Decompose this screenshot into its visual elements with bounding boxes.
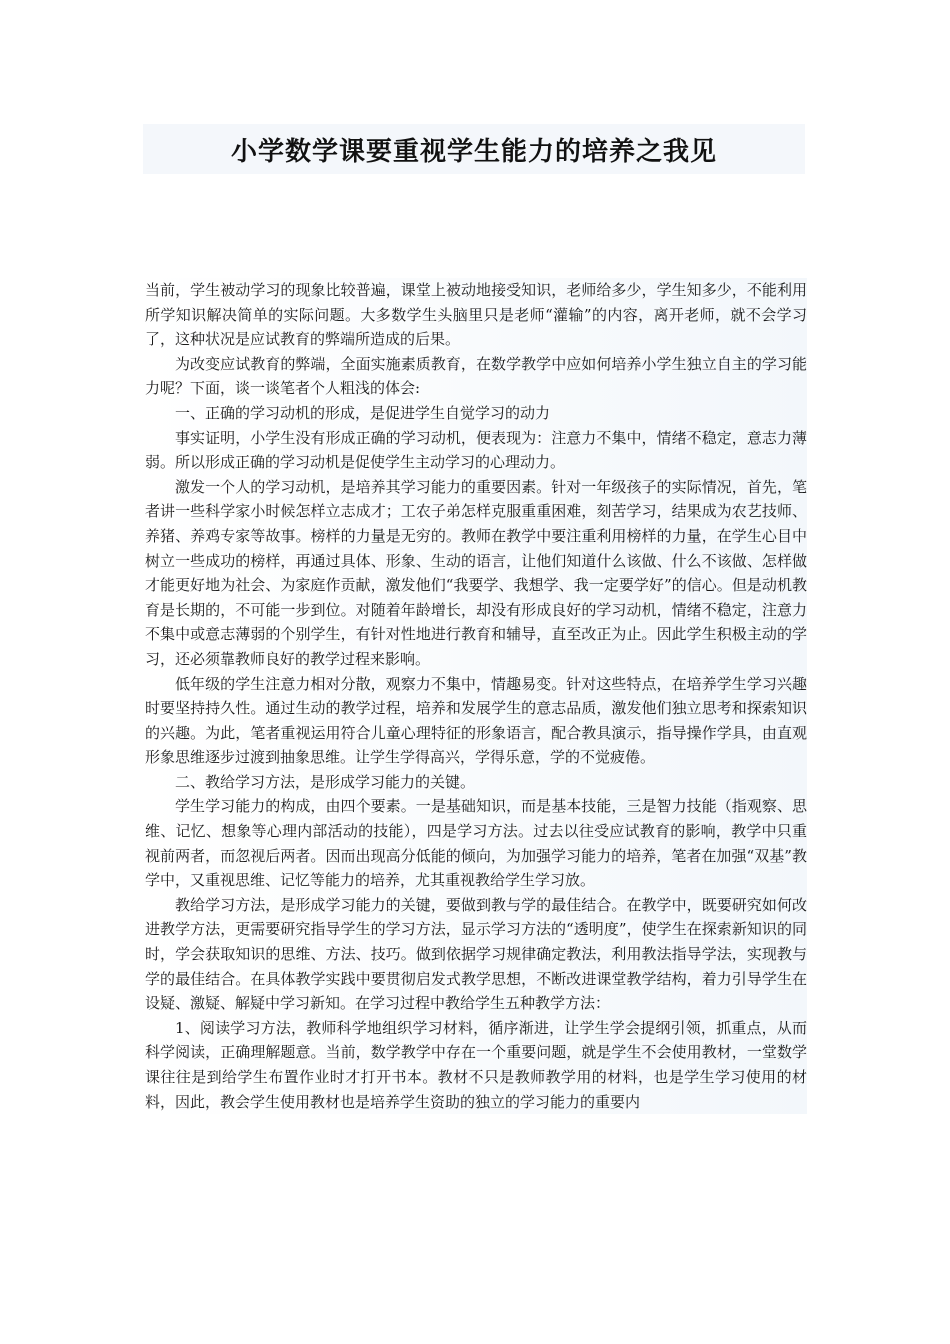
- paragraph: 事实证明，小学生没有形成正确的学习动机，便表现为：注意力不集中，情绪不稳定，意志力薄弱。所以形成正确的学习动机是促使学生主动学习的心理动力。: [145, 426, 807, 475]
- section-heading: 一、正确的学习动机的形成，是促进学生自觉学习的动力: [145, 401, 807, 426]
- section-heading: 二、教给学习方法，是形成学习能力的关键。: [145, 770, 807, 795]
- paragraph: 为改变应试教育的弊端，全面实施素质教育，在数学教学中应如何培养小学生独立自主的学习能力呢？下面，谈一谈笔者个人粗浅的体会:: [145, 352, 807, 401]
- page-title: 小学数学课要重视学生能力的培养之我见: [230, 136, 717, 167]
- paragraph: 当前，学生被动学习的现象比较普遍，课堂上被动地接受知识，老师给多少，学生知多少，不能利用所学知识解决简单的实际问题。大多数学生头脑里只是老师“灌输”的内容，离开老师，就不会学习了，这种状况是应试教育的弊端所造成的后果。: [145, 278, 807, 352]
- document-body: [145, 278, 807, 1114]
- paragraph: 激发一个人的学习动机，是培养其学习能力的重要因素。针对一年级孩子的实际情况，首先，笔者讲一些科学家小时候怎样立志成才；工农子弟怎样克服重重困难，刻苦学习，结果成为农艺技师、养猪、养鸡专家等故事。榜样的力量是无穷的。教师在教学中要注重利用榜样的力量，在学生心目中树立一些成功的榜样，再通过具体、形象、生动的语言，让他们知道什么该做、什么不该做、怎样做才能更好地为社会、为家庭作贡献，激发他们“我要学、我想学、我一定要学好”的信心。但是动机教育是长期的，不可能一步到位。对随着年龄增长，却没有形成良好的学习动机，情绪不稳定，注意力不集中或意志薄弱的个别学生，有针对性地进行教育和辅导，直至改正为止。因此学生积极主动的学习，还必须靠教师良好的教学过程来影响。: [145, 475, 807, 672]
- paragraph: 教给学习方法，是形成学习能力的关键，要做到教与学的最佳结合。在教学中，既要研究如何改进教学方法，更需要研究指导学生的学习方法，显示学习方法的“透明度”，使学生在探索新知识的同时，学会获取知识的思维、方法、技巧。做到依据学习规律确定教法，利用教法指导学法，实现教与学的最佳结合。在具体教学实践中要贯彻启发式教学思想，不断改进课堂教学结构，着力引导学生在设疑、激疑、解疑中学习新知。在学习过程中教给学生五种教学方法：: [145, 893, 807, 1016]
- paragraph: 低年级的学生注意力相对分散，观察力不集中，情趣易变。针对这些特点，在培养学生学习兴趣时要坚持持久性。通过生动的教学过程，培养和发展学生的意志品质，激发他们独立思考和探索知识的兴趣。为此，笔者重视运用符合儿童心理特征的形象语言，配合教具演示，指导操作学具，由直观形象思维逐步过渡到抽象思维。让学生学得高兴，学得乐意，学的不觉疲倦。: [145, 672, 807, 770]
- paragraph: 1、阅读学习方法，教师科学地组织学习材料，循序渐进，让学生学会提纲引领，抓重点，从而科学阅读，正确理解题意。当前，数学教学中存在一个重要问题，就是学生不会使用教材，一堂数学课往往是到给学生布置作业时才打开书本。教材不只是教师教学用的材料，也是学生学习使用的材料，因此，教会学生使用教材也是培养学生资助的独立的学习能力的重要内: [145, 1016, 807, 1114]
- paragraph: 学生学习能力的构成，由四个要素。一是基础知识，而是基本技能，三是智力技能（指观察、思维、记忆、想象等心理内部活动的技能），四是学习方法。过去以往受应试教育的影响，教学中只重视前两者，而忽视后两者。因而出现高分低能的倾向，为加强学习能力的培养，笔者在加强“双基”教学中，又重视思维、记忆等能力的培养，尤其重视教给学生学习放。: [145, 794, 807, 892]
- title-band: [143, 124, 805, 174]
